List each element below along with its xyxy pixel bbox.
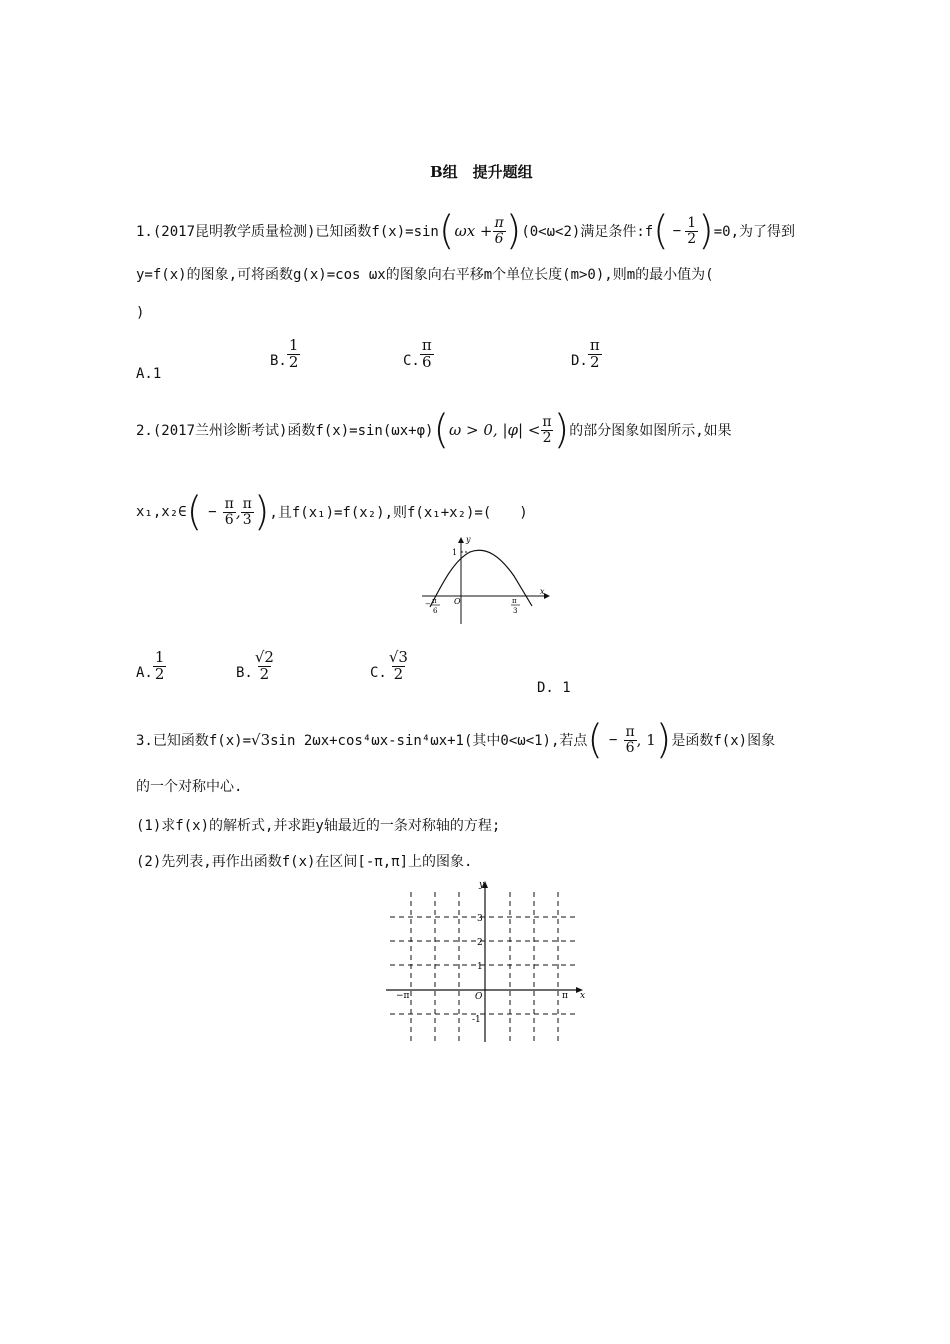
point-y: , 1 [636,731,656,749]
y-label: y [479,880,485,890]
question-2-line-1 [136,402,732,458]
right-pi: π [562,991,568,1001]
q1-f-arg-fraction: $\frac{1}{2}$ [687,214,697,247]
q2-condition-fraction: $\frac{\pi}{2}$ [542,413,552,446]
q1-option-b: B. $\frac{1}{2}$ [270,336,299,371]
tick-1: 1 [477,962,483,972]
point-sign: − [609,732,618,748]
x-label: x [580,991,586,1001]
coordinate-grid [384,880,594,1045]
question-2-line-2: x₁,x₂∈ ( − $\frac{\pi}{6}$ , $\frac{\pi}{3}$ ) ,且f(x₁)=f(x₂),则f(x₁+x₂)=( ) [136,489,528,535]
q1-option-c: C. $\frac{\pi}{6}$ [403,336,432,371]
q2-prefix: 2.(2017兰州诊断考试)函数f(x)=sin(ωx+φ) [136,423,434,439]
right-num: π [512,597,517,605]
question-3-line-1 [136,712,775,768]
q1-f-arg-sign: − [672,223,682,239]
right-paren: ) [553,407,570,453]
x-label: x [540,587,545,596]
question-3-line-2: 的一个对称中心. [136,779,243,795]
question-1-line-1 [136,205,795,257]
q2-option-c: C. $\frac{√3}{2}$ [370,648,408,683]
point-x: $\frac{\pi}{6}$ [625,723,635,756]
left-paren: ( [587,717,604,763]
interval-left: $\frac{\pi}{6}$ [224,495,234,528]
q2-line2-after: ,且f(x₁)=f(x₂),则f(x₁+x₂)=( ) [269,505,528,521]
question-1-line-3: ) [136,305,145,321]
grid-lines [390,892,578,1042]
left-paren: ( [653,208,669,254]
q2-after: 的部分图象如图所示,如果 [569,423,732,439]
q1-prefix: 1.(2017昆明教学质量检测)已知函数f(x)=sin [136,224,439,240]
right-den: 3 [513,607,518,615]
origin-label: O [454,597,461,606]
tick-3: 3 [477,914,483,924]
left-pi: −π [396,991,410,1001]
left-paren: ( [186,489,203,535]
q1-arg-left: ωx + [454,222,493,240]
q1-option-d: D. $\frac{\pi}{2}$ [571,336,600,371]
left-sign: − [425,600,431,608]
interval-right: $\frac{\pi}{3}$ [242,495,252,528]
right-paren: ) [505,208,522,254]
q3-prefix: 3.已知函数f(x)= [136,733,252,749]
q3-after: 是函数f(x)图象 [671,733,776,749]
x-axis-arrow [544,593,550,599]
q2-option-a: A. $\frac{1}{2}$ [136,648,165,683]
question-3-part-1: (1)求f(x)的解析式,并求距y轴最近的一条对称轴的方程; [136,818,501,834]
q2-option-b: B. $\frac{√2}{2}$ [236,648,274,683]
right-paren: ) [253,489,270,535]
interval-sign: − [208,504,217,520]
q2-option-d: D. 1 [537,680,571,696]
one-label: 1 [452,548,458,557]
right-paren: ) [698,208,714,254]
tick-neg1: -1 [472,1015,481,1025]
q3-mid: sin 2ωx+cos⁴ωx-sin⁴ωx+1(其中0<ω<1),若点 [270,733,588,749]
q1-after: =0,为了得到 [713,224,796,240]
tick-2: 2 [477,938,483,948]
question-3-part-2: (2)先列表,再作出函数f(x)在区间[-π,π]上的图象. [136,854,473,870]
sine-curve [430,550,532,607]
origin-label: O [475,992,483,1002]
left-den: 6 [433,607,438,615]
section-title: B组 提升题组 [430,163,533,181]
q2-condition: ω > 0, |φ| < [449,421,541,439]
q1-arg-fraction: $\frac{\pi}{6}$ [494,214,504,247]
q1-condition: (0<ω<2)满足条件:f [521,224,654,240]
left-paren: ( [433,407,450,453]
y-label: y [466,536,471,544]
left-paren: ( [438,208,455,254]
sine-graph [420,536,560,628]
question-1-line-2: y=f(x)的图象,可将函数g(x)=cos ωx的图象向右平移m个单位长度(m>0),则m的最小值为( [136,267,714,283]
left-num: π [432,597,437,605]
q1-option-a: A.1 [136,366,162,382]
right-paren: ) [655,717,672,763]
q2-line2-prefix: x₁,x₂∈ [136,504,187,520]
y-axis-arrow [458,537,464,543]
q3-sqrt: √3 [251,731,271,749]
